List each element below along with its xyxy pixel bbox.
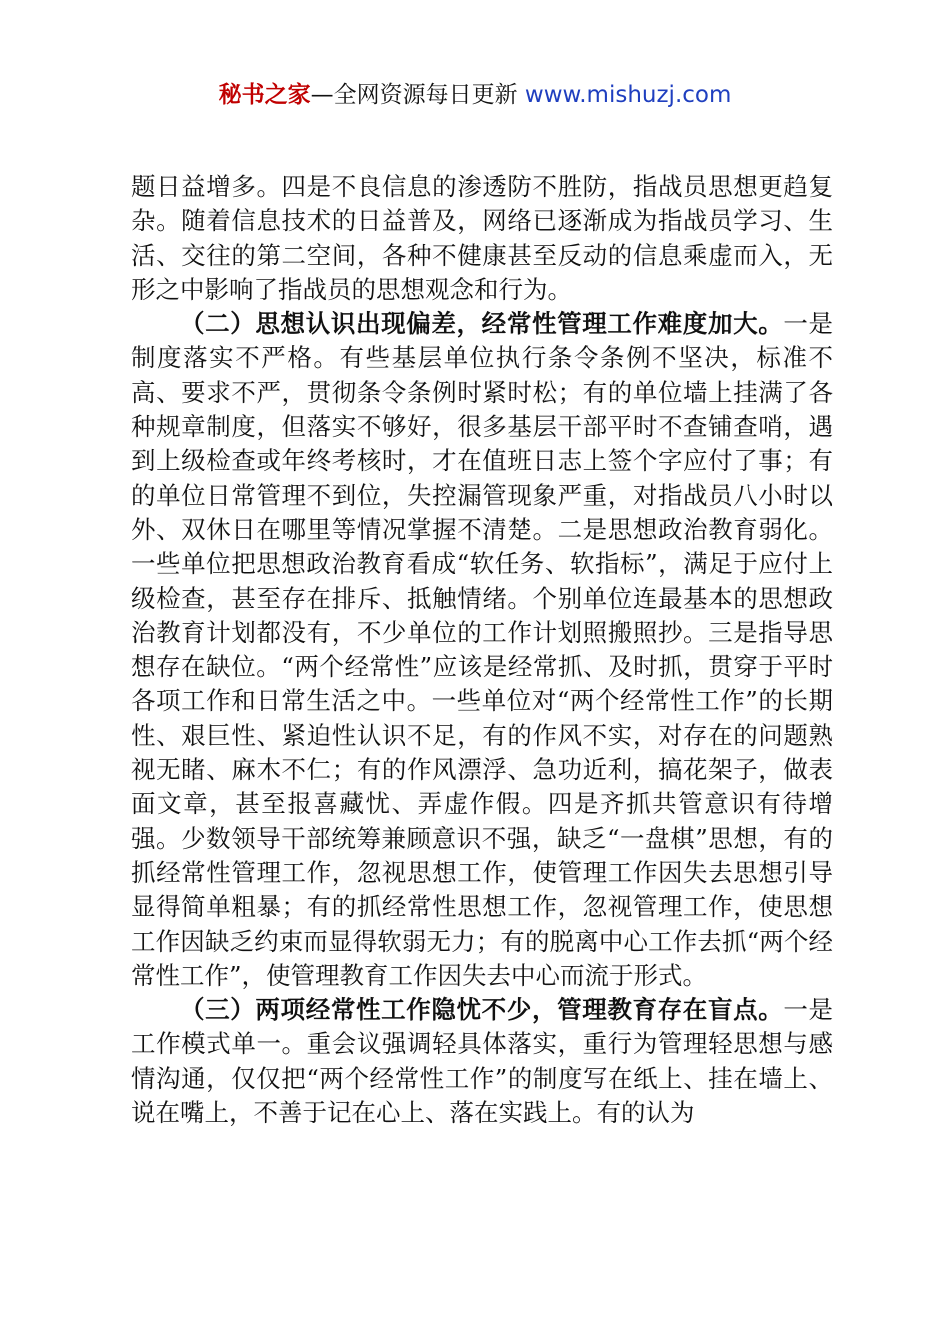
paragraph-1: [131, 170, 833, 307]
header-url-link[interactable]: www.mishuzj.com: [524, 82, 732, 108]
section-heading-2: （二）思想认识出现偏差，经常性管理工作难度加大。: [180, 309, 784, 339]
paragraph-text: 题日益增多。四是不良信息的渗透防不胜防，指战员思想更趋复杂。随着信息技术的日益普及，网络已逐渐成为指战员学习、生活、交往的第二空间，各种不健康甚至反动的信息乘虚而入，无形之中影响了指战员的思想观念和行为。: [131, 172, 833, 304]
section-heading-3: （三）两项经常性工作隐忧不少，管理教育存在盲点。: [180, 995, 784, 1025]
paragraph-2: [131, 307, 833, 993]
paragraph-3: [131, 993, 833, 1130]
paragraph-text: 一是工作模式单一。重会议强调轻具体落实，重行为管理轻思想与感情沟通，仅仅把“两个经常性工作”的制度写在纸上、挂在墙上、说在嘴上，不善于记在心上、落在实践上。有的认为: [131, 995, 833, 1128]
paragraph-text: 一是制度落实不严格。有些基层单位执行条令条例不坚决，标准不高、要求不严，贯彻条令条例时紧时松；有的单位墙上挂满了各种规章制度，但落实不够好，很多基层干部平时不查铺查哨，遇到上级检查或年终考核时，才在值班日志上签个字应付了事；有的单位日常管理不到位，失控漏管现象严重，对指战员八小时以外、双休日在哪里等情况掌握不清楚。二是思想政治教育弱化。一些单位把思想政治教育看成“软任务、软指标”，满足于应付上级检查，甚至存在排斥、抵触情绪。个别单位连最基本的思想政治教育计划都没有，不少单位的工作计划照搬照抄。三是指导思想存在缺位。“两个经常性”应该是经常抓、及时抓，贯穿于平时各项工作和日常生活之中。一些单位对“两个经常性工作”的长期性、艰巨性、紧迫性认识不足，有的作风不实，对存在的问题熟视无睹、麻木不仁；有的作风漂浮、急功近利，搞花架子，做表面文章，甚至报喜藏忧、弄虚作假。四是齐抓共管意识有待增强。少数领导干部统筹兼顾意识不强，缺乏“一盘棋”思想，有的抓经常性管理工作，忽视思想工作，使管理工作因失去思想引导显得简单粗暴；有的抓经常性思想工作，忽视管理工作，使思想工作因缺乏约束而显得软弱无力；有的脱离中心工作去抓“两个经常性工作”，使管理教育工作因失去中心而流于形式。: [131, 309, 833, 990]
page-header: [0, 78, 950, 112]
header-tagline: —全网资源每日更新: [310, 82, 525, 108]
document-body: [131, 170, 833, 1130]
header-brand: 秘书之家: [218, 82, 311, 108]
